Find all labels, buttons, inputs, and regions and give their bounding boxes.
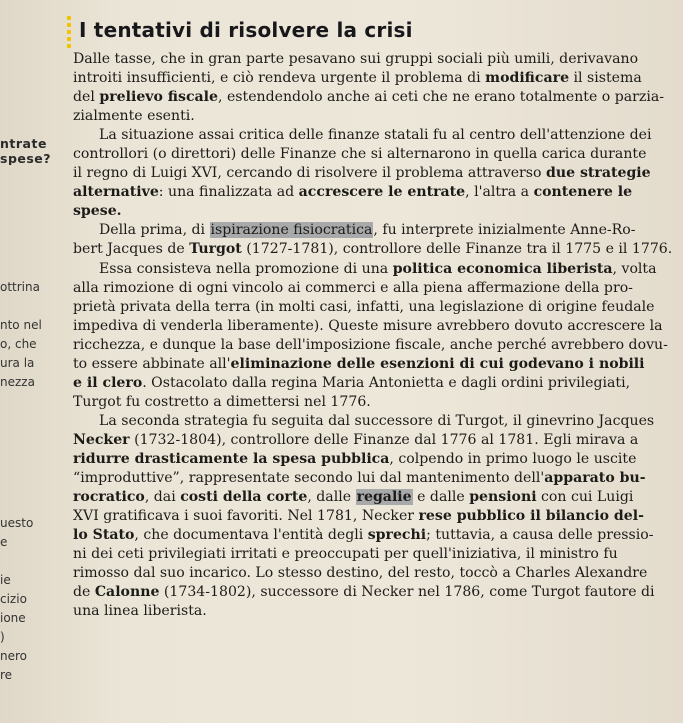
margin-fragments-upper xyxy=(0,278,60,392)
emphasis: e il clero xyxy=(73,374,143,391)
highlighted-text: regalie xyxy=(356,489,412,506)
text-run: e dalle xyxy=(412,489,470,506)
emphasis: Calonne xyxy=(94,584,160,601)
text-run: rimosso dal suo incarico. Lo stesso destino, del resto, toccò a Charles Alexandre xyxy=(73,565,648,582)
text-line xyxy=(73,298,663,317)
margin-fragment: ura la xyxy=(0,356,35,371)
margin-fragment: o, che xyxy=(0,337,37,352)
body-text xyxy=(73,50,673,621)
text-line xyxy=(73,431,663,450)
emphasis: costi della corte xyxy=(180,489,308,506)
text-run: Turgot fu costretto a dimettersi nel 1776. xyxy=(73,393,371,410)
text-run: alla rimozione di ogni vincolo ai commerci e alla piena affermazione della pro- xyxy=(73,279,633,296)
margin-question xyxy=(0,138,74,165)
text-run: , estendendolo anche ai ceti che ne erano totalmente o parzia- xyxy=(218,89,665,106)
text-run: impediva di venderla liberamente). Queste misure avrebbero dovuto accrescere la xyxy=(73,317,663,334)
text-run: : una finalizzata ad xyxy=(158,184,299,201)
section-title: I tentativi di risolvere la crisi xyxy=(79,18,413,42)
text-run: bert Jacques de xyxy=(73,241,190,258)
emphasis: accrescere le entrate xyxy=(298,184,466,201)
margin-question-line: ntrate xyxy=(0,138,47,151)
margin-fragment: nto nel xyxy=(0,318,42,333)
text-line xyxy=(73,240,673,259)
text-line xyxy=(73,450,663,469)
margin-fragment xyxy=(0,297,60,316)
text-run: il regno di Luigi XVI, cercando di risolvere il problema attraverso xyxy=(73,165,546,182)
text-line xyxy=(73,355,663,374)
text-run: il sistema xyxy=(569,70,642,87)
margin-fragment: uesto xyxy=(0,516,34,530)
text-line xyxy=(73,336,668,355)
text-line xyxy=(73,526,663,545)
text-run: (1734-1802), successore di Necker nel 1786, come Turgot fautore di xyxy=(159,584,655,601)
text-run: “improduttive”, rappresentate secondo lui dal mantenimento dell' xyxy=(73,470,545,487)
text-run: del xyxy=(73,89,100,106)
text-run: ricchezza, e dunque la base dell'imposizione fiscale, anche perché avrebbero dovu- xyxy=(73,336,668,353)
text-run: , volta xyxy=(612,260,657,277)
emphasis: sprechi xyxy=(367,527,427,544)
text-line xyxy=(73,564,663,583)
text-run: Della prima, di xyxy=(99,222,210,239)
emphasis: ridurre drasticamente la spesa pubblica xyxy=(73,450,390,467)
text-run: , che documentava l'entità degli xyxy=(134,527,368,544)
text-run: (1727-1781), controllore delle Finanze tra il 1775 e il 1776. xyxy=(241,241,673,258)
margin-fragment: ie xyxy=(0,573,11,588)
text-run: una linea liberista. xyxy=(73,603,207,620)
text-line xyxy=(73,545,663,564)
text-run: La situazione assai critica delle finanze statali fu al centro dell'attenzione dei xyxy=(99,127,652,144)
emphasis: pensioni xyxy=(469,489,537,506)
text-run: to essere abbinate all' xyxy=(73,355,231,372)
emphasis: eliminazione delle esenzioni di cui godevano i nobili xyxy=(230,355,645,372)
emphasis: spese. xyxy=(73,203,122,220)
text-line xyxy=(73,145,663,164)
text-line xyxy=(73,393,663,412)
emphasis: Turgot xyxy=(189,241,242,258)
margin-fragment: ) xyxy=(0,630,5,645)
text-line xyxy=(73,107,663,126)
margin-fragment: re xyxy=(0,668,13,683)
margin-fragment: nezza xyxy=(0,375,35,390)
text-line xyxy=(73,602,663,621)
text-run: introiti insufficienti, e ciò rendeva urgente il problema di xyxy=(73,70,486,87)
emphasis: apparato bu- xyxy=(544,470,646,487)
text-line xyxy=(73,469,663,488)
emphasis: alternative xyxy=(73,184,159,201)
margin-fragment: e xyxy=(0,535,8,550)
text-line xyxy=(73,279,663,298)
text-run: ni dei ceti privilegiati irritati e preoccupati per quell'iniziativa, il ministro fu xyxy=(73,546,618,563)
text-line xyxy=(73,221,663,240)
text-line xyxy=(73,412,663,431)
emphasis: rese pubblico il bilancio del- xyxy=(418,508,644,525)
text-run: XVI gratificava i suoi favoriti. Nel 1781, Necker xyxy=(73,508,419,525)
text-line xyxy=(73,202,663,221)
text-run: prietà privata della terra (in molti casi, infatti, una legislazione di origine feudale xyxy=(73,298,655,315)
text-line xyxy=(73,260,663,279)
margin-fragment: nero xyxy=(0,649,27,664)
text-run: con cui Luigi xyxy=(536,489,634,506)
text-run: controllori (o direttori) delle Finanze che si alternarono in quella carica durante xyxy=(73,146,647,163)
text-line xyxy=(73,50,663,69)
emphasis: contenere le xyxy=(533,184,633,201)
text-run: La seconda strategia fu seguita dal successore di Turgot, il ginevrino Jacques xyxy=(99,412,655,429)
margin-question-line: spese? xyxy=(0,151,52,165)
emphasis: Necker xyxy=(73,431,130,448)
emphasis: prelievo fiscale xyxy=(99,89,218,106)
text-run: Essa consisteva nella promozione di una xyxy=(99,260,393,277)
text-line xyxy=(73,126,663,145)
emphasis: due strategie xyxy=(545,165,651,182)
text-line xyxy=(73,183,663,202)
text-run: , dalle xyxy=(307,489,356,506)
margin-fragment: cizio xyxy=(0,592,27,607)
text-line xyxy=(73,374,663,393)
margin-fragment: ione xyxy=(0,611,26,626)
text-line xyxy=(73,164,663,183)
text-run: . Ostacolato dalla regina Maria Antonietta e dagli ordini privilegiati, xyxy=(142,374,631,391)
text-line xyxy=(73,69,663,88)
text-run: de xyxy=(73,584,95,601)
text-run: , fu interprete inizialmente Anne-Ro- xyxy=(373,222,636,239)
text-line xyxy=(73,317,663,336)
text-line xyxy=(73,583,663,602)
text-line xyxy=(73,88,663,107)
text-run: zialmente esenti. xyxy=(73,108,195,125)
margin-fragment xyxy=(0,552,60,571)
text-run: ; tuttavia, a causa delle pressio- xyxy=(426,527,654,544)
emphasis: modificare xyxy=(485,70,570,87)
text-line xyxy=(73,507,663,526)
emphasis: politica economica liberista xyxy=(392,260,613,277)
text-run: , dai xyxy=(144,489,181,506)
text-run: , colpendo in primo luogo le uscite xyxy=(389,450,637,467)
text-line xyxy=(73,488,663,507)
highlighted-text: ispirazione fisiocratica xyxy=(210,222,373,239)
text-run: (1732-1804), controllore delle Finanze dal 1776 al 1781. Egli mirava a xyxy=(129,431,639,448)
emphasis: lo Stato xyxy=(73,527,135,544)
text-run: Dalle tasse, che in gran parte pesavano sui gruppi sociali più umili, derivavano xyxy=(73,51,639,67)
emphasis: rocratico xyxy=(73,489,145,506)
text-run: , l'altra a xyxy=(465,184,534,201)
margin-fragment: ottrina xyxy=(0,280,40,294)
margin-fragments-lower xyxy=(0,514,60,685)
